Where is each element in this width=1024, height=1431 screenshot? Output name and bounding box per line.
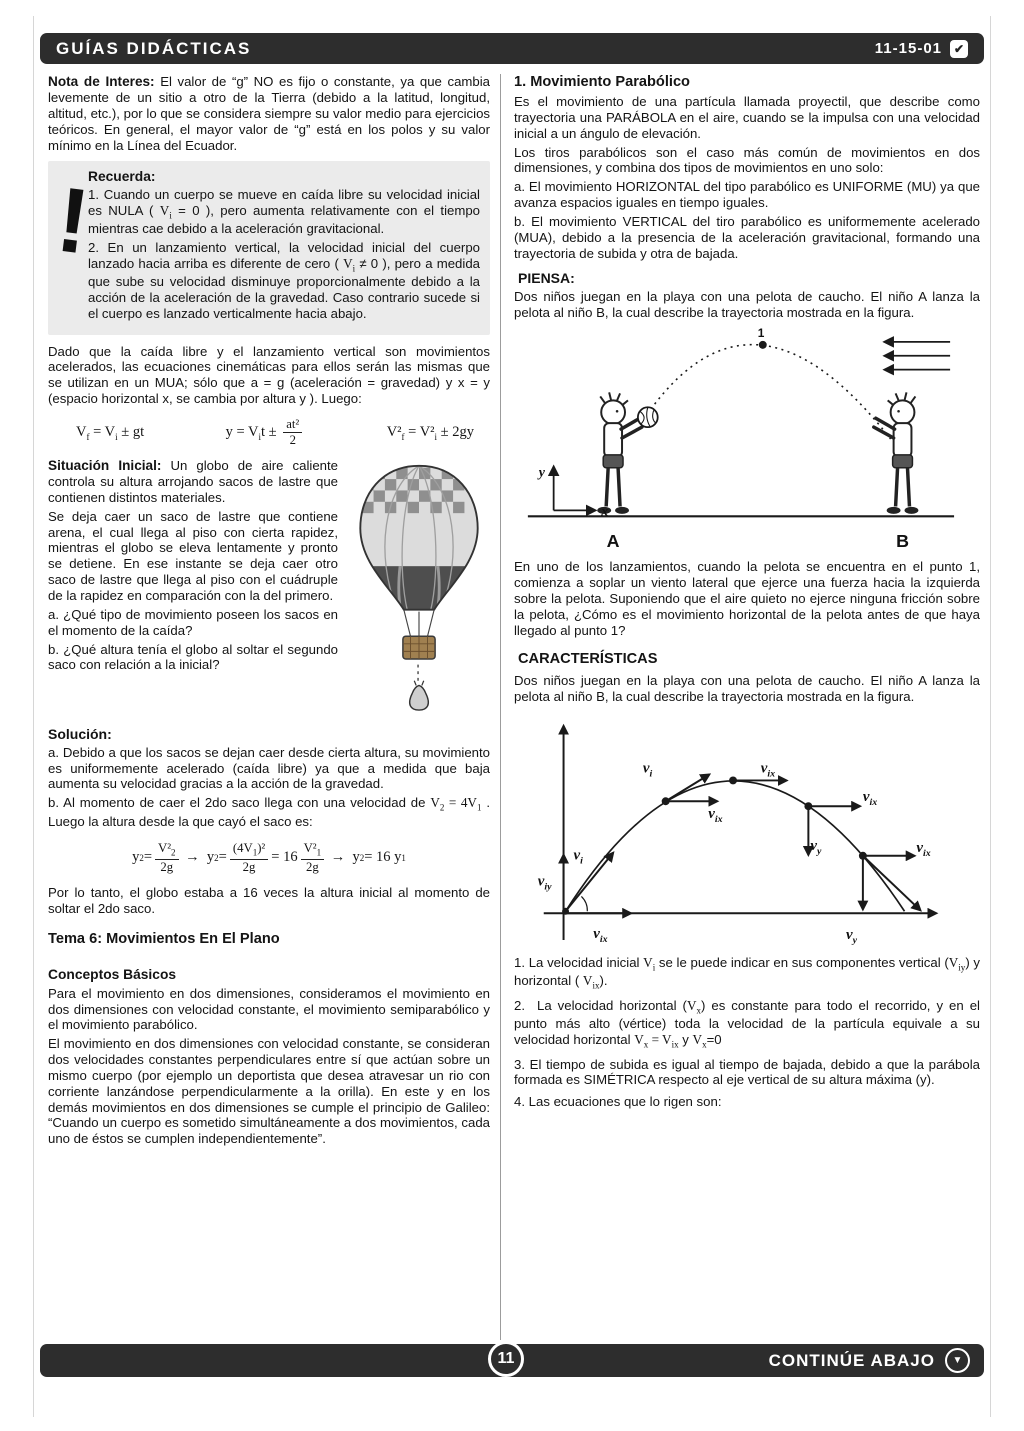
conclusion-paragraph: Por lo tanto, el globo estaba a 16 veces la altura inicial al momento de soltar el 2do saco. [48, 884, 490, 916]
ball-trajectory [651, 345, 891, 439]
situacion-p2: Se deja caer un saco de lastre que contiene arena, el cual llega al piso con cierta rapidez, mientras el globo se eleva lentamente y pronto se detiene. En ese instante se deja caer otro saco de lastre que llega al piso con el cuádruple de la rapidez en comparación con la del primero. [48, 508, 338, 603]
figure-label: $v_y$ [846, 927, 858, 947]
piensa-heading: PIENSA: [518, 270, 575, 287]
page-number-badge: 11 [488, 1341, 524, 1377]
conceptos-p2: El movimiento en dos dimensiones con velocidad constante, se consideran dos velocidades constantes perpendiculares entre sí que actúan sobre un mismo cuerpo (por ejemplo un deportista que desea atravesar un rio con corriente lanzándose perpendicularmente a la orilla). En este y en los demás movimientos en dos dimensiones se cumple el principio de Galileo: “Cuando un cuerpo es sometido simultáneamente a dos movimientos, cada uno de éstos se cumplen independientemente”. [48, 1036, 490, 1147]
mp-paragraph-1: Es el movimiento de una partícula llamada proyectil, que describe como trayectoria una PARÁBOLA en el aire, cuando se la impulsa con una velocidad inicial a un ángulo de elevación. [514, 94, 980, 141]
figure-label: $v_i$ [642, 760, 653, 780]
viento-paragraph: En uno de los lanzamientos, cuando la pelota se encuentra en el punto 1, comienza a soplar un viento lateral que ejerce una fuerza hacia la izquierda sobre la pelota. Suponiendo que el aire quieto no ejerce ninguna fricción sobre la pelota, ¿Cómo es el movimiento horizontal de la pelota antes de que haya llegado al punto 1? [514, 559, 980, 638]
conceptos-p1: Para el movimiento en dos dimensiones, consideramos el movimiento en dos dimensiones con velocidad constante, el movimiento semiparabólico y el movimiento parabólico. [48, 985, 490, 1033]
tema-heading: Tema 6: Movimientos En El Plano [48, 930, 280, 947]
launch-angle-arc [581, 896, 587, 911]
figure-label: x [601, 504, 609, 520]
situacion-question-a: a. ¿Qué tipo de movimiento poseen los sacos en el momento de la caída? [48, 606, 338, 638]
point-1-dot [759, 341, 767, 349]
figure-label: $v_{ix}$ [916, 839, 931, 859]
balloon-envelope-fill [348, 460, 490, 621]
mp-paragraph-2: Los tiros parabólicos son el caso más común de movimientos en dos dimensiones, y combina dos tipos de movimientos en uno solo: [514, 144, 980, 176]
figure-label: $v_{ix}$ [760, 760, 776, 780]
nota-label: Nota de Interes: [48, 74, 155, 89]
recuerda-item-2: 2. En un lanzamiento vertical, la velocidad inicial del cuerpo lanzado hacia arriba es diferente de cero ( $V_i \ne 0$ ), pero a medida que sube su velocidad disminuye proporcionalmente debido a la acción de la aceleración de la gravedad. Caso contrario sucede si el cuerpo es lanzado verticalmente hacia abajo. [88, 239, 480, 321]
figure-label: $v_{ix}$ [593, 926, 608, 946]
movimiento-parabolico-heading: 1. Movimiento Parabólico [514, 74, 690, 90]
caract-item-2: 2. La velocidad horizontal $(V_x)$ es constante para todo el recorrido, y en el punto más alto (vértice) toda la velocidad de la partícula equivale a su velocidad horizontal $V_x = V_{ix}$ y $V_x=0$ [514, 997, 980, 1050]
solution-equation: y 2 = $\frac{V^2_2}{2g}$ → y 2 = $\frac{(4V_1)^2}{2g}$ = 16 $\frac{V^2_1}{2g}$ → y 2 = 16 y 1 [132, 840, 406, 874]
document-title: GUÍAS DIDÁCTICAS [56, 38, 252, 58]
content-columns [48, 74, 980, 1340]
right-column [501, 74, 980, 1340]
figure-label: $v_{ix}$ [708, 806, 723, 826]
solucion-a: a. Debido a que los sacos se dejan caer desde cierta altura, su movimiento es uniformemente acelerado (caída libre) ya que a medida que baja aumenta su velocidad gracias a la acción de la gravedad. [48, 744, 490, 792]
caracteristicas-heading: CARACTERÍSTICAS [518, 651, 658, 668]
figure-label: $v_y$ [810, 837, 822, 857]
caract-item-4: 4. Las ecuaciones que lo rigen son: [514, 1094, 722, 1110]
figure-label: B [896, 531, 909, 552]
caract-item-3: 3. El tiempo de subida es igual al tiempo de bajada, debido a que la parábola formada es SIMÉTRICA respecto al eje vertical de su altura máxima (y). [514, 1056, 980, 1088]
header-right [875, 40, 968, 58]
equation-y: $y = V_it$ ± $\frac{\text{at²}}{2}$ [226, 418, 306, 448]
situacion-question-b: b. ¿Qué altura tenía el globo al soltar el segundo saco con relación a la inicial? [48, 641, 338, 673]
child-b-figure [874, 393, 919, 514]
child-a-figure [597, 393, 642, 514]
caract-item-1: 1. La velocidad inicial $V_i$ se le puede indicar en sus componentes vertical $(V_{iy})$ y horizontal ( $V_{ix}$). [514, 955, 980, 992]
mp-paragraph-a: a. El movimiento HORIZONTAL del tipo parabólico es UNIFORME (MU) ya que avanza espacios iguales en tiempo iguales. [514, 179, 980, 211]
ball [638, 407, 658, 427]
dado-paragraph: Dado que la caída libre y el lanzamiento vertical son movimientos acelerados, las ecuaciones cinemáticas para ellos serán las mismas que se utilizan en un MUA; sólo que a = g (aceleración = gravedad) y x = y (espacio horizontal x, se cambia por altura y ). Luego: [48, 343, 490, 407]
equation-vf: $V_f = V_i$ ± gt [76, 423, 145, 442]
mp-paragraph-b: b. El movimiento VERTICAL del tiro parabólico es uniformemente acelerado (MUA), debido a la presencia de la aceleración gravitacional, formando una trayectoria de subida y otra de bajada. [514, 213, 980, 261]
figure-label: 1 [757, 326, 765, 341]
fig2-labels [538, 761, 931, 946]
hot-air-balloon-illustration [348, 460, 490, 714]
balloon-svg [348, 460, 490, 714]
exclamation-icon: ! [51, 168, 95, 274]
recuerda-heading: Recuerda: [88, 168, 156, 184]
down-arrow-icon: ▼ [945, 1348, 970, 1373]
piensa-figure [514, 326, 980, 554]
conceptos-heading: Conceptos Básicos [48, 966, 177, 982]
header-bar [40, 33, 984, 64]
piensa-figure-svg [514, 326, 962, 554]
nota-paragraph [48, 74, 490, 154]
nota-text: El valor de “g” NO es fijo o constante, ya que cambia levemente de un sitio a otro de la Tierra (debido a la latitud, longitud, altitud, etc.), por lo que se considera siempre su valor medio para ejercicios teóricos. En general, el mayor valor de “g” está en los polos y su valor mínimo en la Línea del Ecuador. [48, 74, 490, 153]
footer-bar [40, 1344, 984, 1377]
figure-label: y [538, 465, 545, 481]
solucion-b: b. Al momento de caer el 2do saco llega con una velocidad de $V_2 = 4V_1$ . Luego la altura desde la que cayó el saco es: [48, 795, 490, 829]
recuerda-item-1: 1. Cuando un cuerpo se mueve en caída libre su velocidad inicial es NULA ( $V_i = 0$ ), pero aumenta relativamente con el tiempo mientras cae debido a la aceleración gravitacional. [88, 186, 480, 236]
caracteristicas-paragraph: Dos niños juegan en la playa con una pelota de caucho. El niño A lanza la pelota al niño B, la cual describe la trayectoria mostrada en la figura. [514, 673, 980, 705]
situacion-p1: Un globo de aire caliente controla su altura arrojando sacos de lastre que contienen distintos materiales. [48, 457, 338, 505]
figure-label: $v_{iy}$ [537, 873, 552, 893]
sand-sack [410, 685, 429, 710]
lesson-code: 11-15-01 [874, 40, 942, 57]
parabola-path [566, 781, 905, 911]
caracteristicas-figure-svg [514, 710, 962, 950]
recuerda-box [48, 161, 490, 335]
balloon-ropes [404, 610, 434, 637]
situacion-label: Situación Inicial: [48, 457, 162, 473]
xy-axes [554, 467, 596, 511]
figure-axes [544, 726, 936, 940]
figure-label: A [606, 531, 620, 552]
wind-arrows [885, 342, 950, 370]
kinematic-equations [48, 410, 490, 458]
situacion-section [48, 458, 490, 716]
solucion-heading: Solución: [48, 725, 112, 742]
left-column [48, 74, 500, 1340]
figure-label: $v_i$ [573, 847, 583, 867]
equation-vf-squared: $V^2_f = V^2_i \pm 2gy$ [386, 423, 474, 442]
figure-label: $v_{ix}$ [862, 789, 878, 809]
piensa-paragraph: Dos niños juegan en la playa con una pelota de caucho. El niño A lanza la pelota al niño B, la cual describe la trayectoria mostrada en la figura. [514, 289, 980, 321]
check-icon: ✔ [950, 40, 968, 58]
continue-label: CONTINÚE ABAJO [768, 1350, 935, 1370]
caracteristicas-figure [514, 710, 980, 950]
